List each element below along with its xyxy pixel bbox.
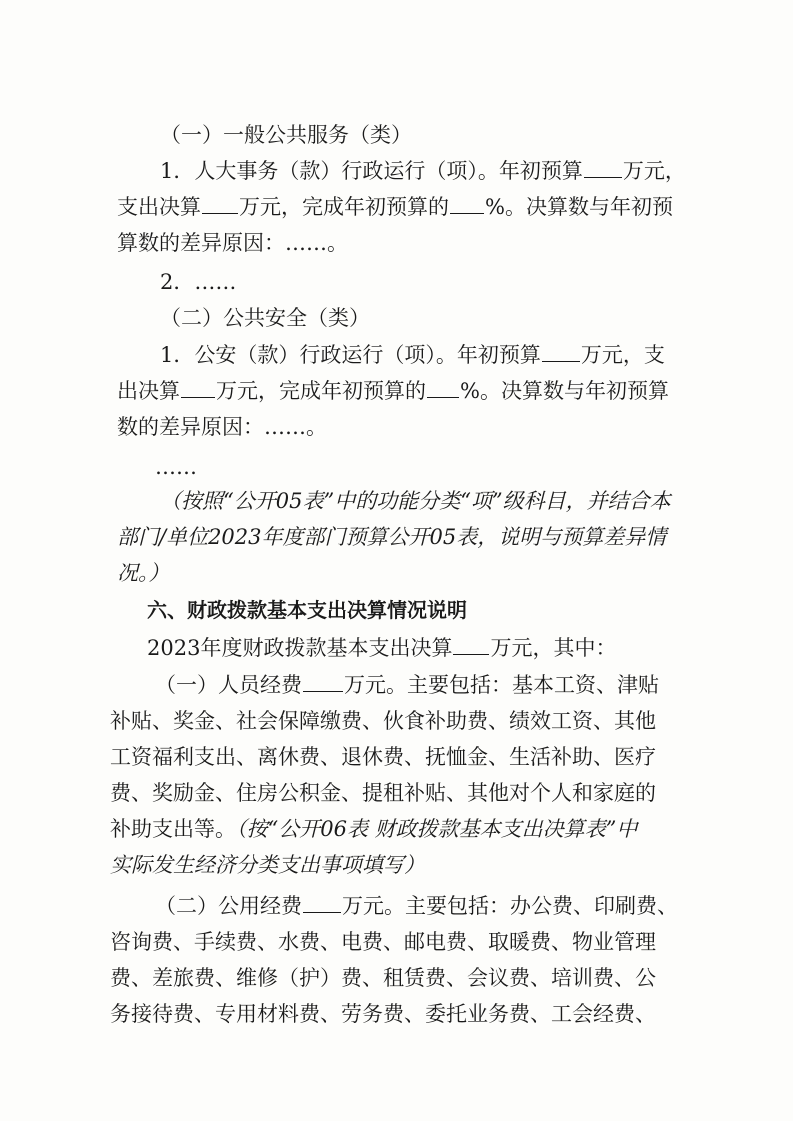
note-line: （按照“公开05表”中的功能分类“项”级科目，并结合本 bbox=[160, 489, 671, 513]
blank-field bbox=[202, 193, 238, 214]
section-title-six: 六、财政拨款基本支出决算情况说明 bbox=[147, 598, 467, 622]
paragraph-line: 出决算 万元，完成年初预算的 %。决算数与年初预算 bbox=[117, 379, 669, 403]
blank-field bbox=[303, 892, 341, 913]
blank-field bbox=[181, 377, 215, 398]
paragraph-line: 工资福利支出、离休费、退休费、抚恤金、生活补助、医疗 bbox=[110, 745, 656, 769]
paragraph-line: （二）公用经费 万元。主要包括：办公费、印刷费、 bbox=[155, 894, 678, 918]
paragraph-line: 补贴、奖金、社会保障缴费、伙食补助费、绩效工资、其他 bbox=[110, 709, 656, 733]
item-ellipsis: 2．…… bbox=[160, 270, 237, 294]
blank-field bbox=[450, 193, 484, 214]
paragraph-line: 数的差异原因：……。 bbox=[117, 415, 327, 439]
note-line: 实际发生经济分类支出事项填写） bbox=[110, 853, 425, 877]
section-heading-general-public-services: （一）一般公共服务（类） bbox=[160, 123, 412, 147]
blank-field bbox=[584, 157, 622, 178]
paragraph-line: （一）人员经费 万元。主要包括：基本工资、津贴 bbox=[155, 673, 659, 697]
paragraph-line: 算数的差异原因：……。 bbox=[117, 231, 348, 255]
blank-field bbox=[453, 634, 489, 655]
paragraph-line: 支出决算 万元，完成年初预算的 %。决算数与年初预 bbox=[117, 195, 673, 219]
paragraph-line: 2023年度财政拨款基本支出决算 万元，其中： bbox=[147, 636, 617, 660]
blank-field bbox=[542, 341, 580, 362]
section-heading-public-safety: （二）公共安全（类） bbox=[160, 306, 370, 330]
paragraph-line: 务接待费、专用材料费、劳务费、委托业务费、工会经费、 bbox=[110, 1002, 656, 1026]
blank-field bbox=[303, 671, 343, 692]
paragraph-line: 1．人大事务（款）行政运行（项）。年初预算 万元， bbox=[160, 159, 686, 183]
paragraph-line: 咨询费、手续费、水费、电费、邮电费、取暖费、物业管理 bbox=[110, 930, 656, 954]
paragraph-line: 补助支出等。（按“公开06表 财政拨款基本支出决算表”中 bbox=[110, 817, 638, 841]
paragraph-line: 费、奖励金、住房公积金、提租补贴、其他对个人和家庭的 bbox=[110, 781, 656, 805]
note-line: 况。） bbox=[117, 561, 170, 585]
note-line: 部门/单位2023年度部门预算公开05表，说明与预算差异情 bbox=[117, 525, 667, 549]
paragraph-line: 费、差旅费、维修（护）费、租赁费、会议费、培训费、公 bbox=[110, 966, 656, 990]
paragraph-line: 1．公安（款）行政运行（项）。年初预算 万元，支 bbox=[160, 343, 665, 367]
item-ellipsis: …… bbox=[155, 455, 197, 479]
blank-field bbox=[427, 377, 459, 398]
